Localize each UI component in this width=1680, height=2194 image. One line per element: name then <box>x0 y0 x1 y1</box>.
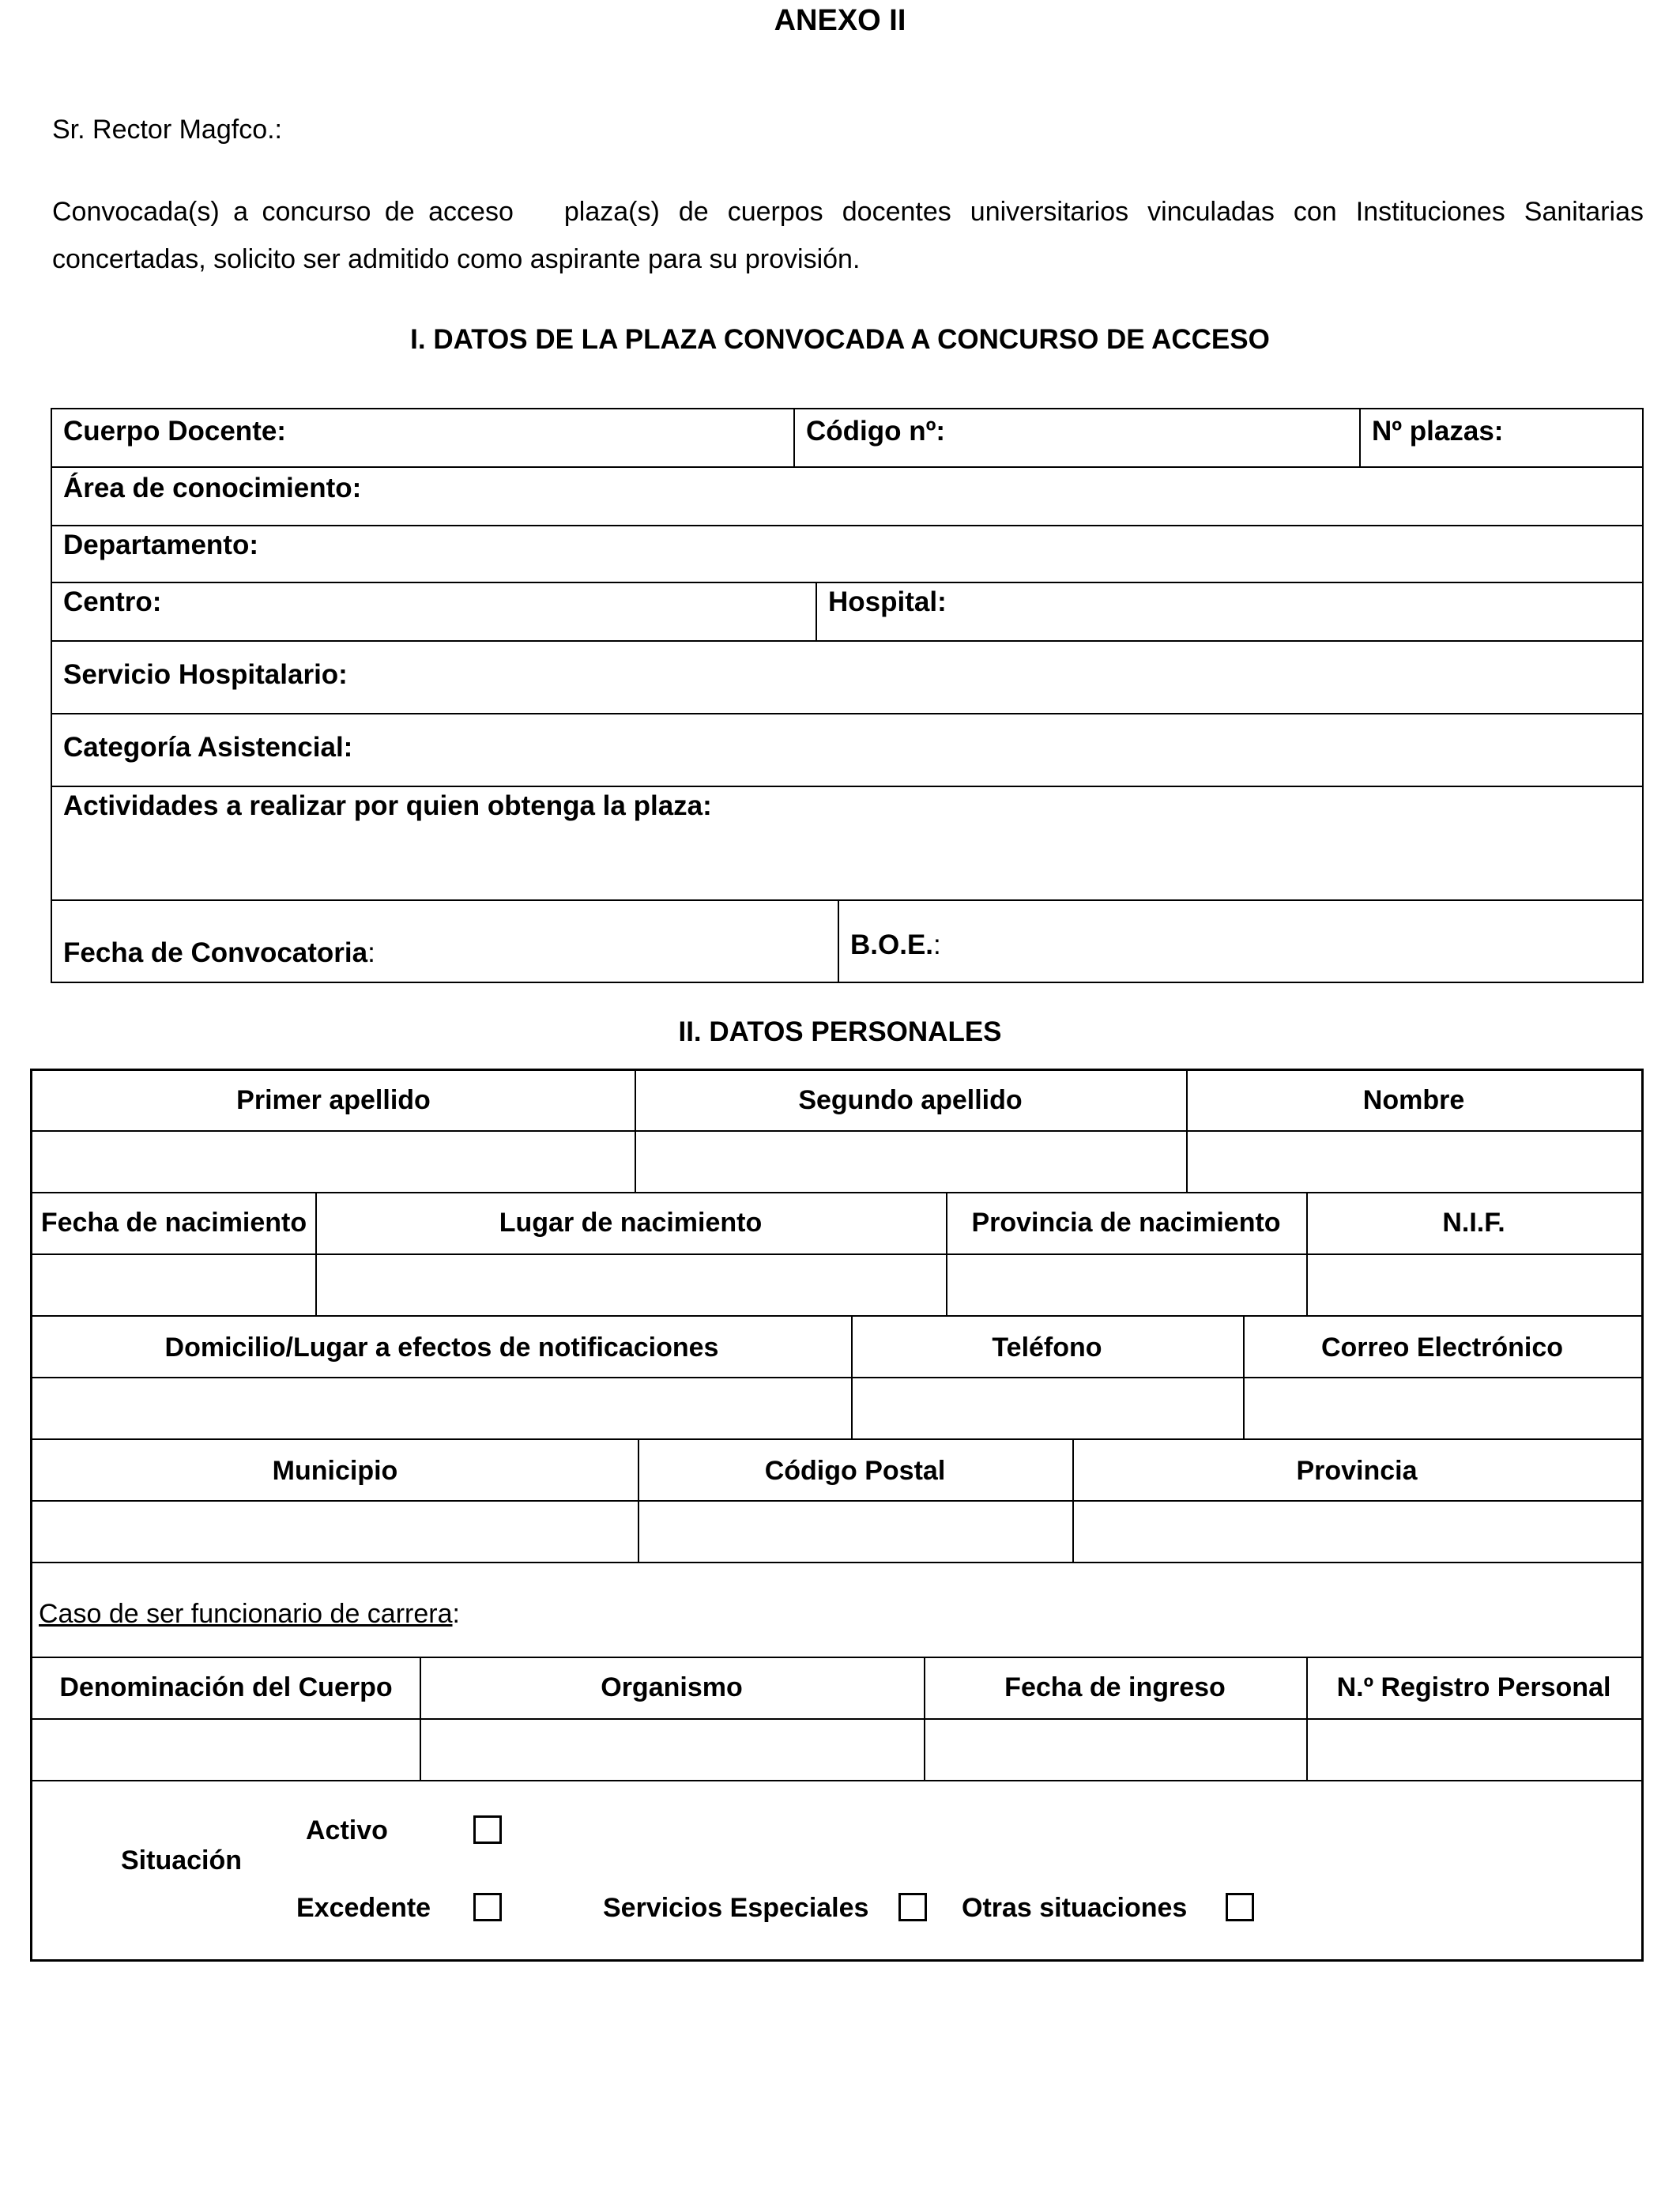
hospital-field[interactable] <box>816 583 1642 640</box>
primer-apellido-input[interactable] <box>32 1132 635 1192</box>
personal-data-table <box>30 1069 1644 1962</box>
fecha-convocatoria-field[interactable] <box>52 901 838 982</box>
categoria-asistencial-label: Categoría Asistencial: <box>63 732 353 763</box>
funcionario-colon: : <box>452 1599 460 1629</box>
nombre-input[interactable] <box>1188 1132 1641 1192</box>
plaza-table <box>51 408 1644 983</box>
boe-text: B.O.E. <box>850 929 934 960</box>
denominacion-cuerpo-header: Denominación del Cuerpo <box>59 1672 393 1702</box>
otras-situaciones-checkbox[interactable] <box>1226 1893 1254 1921</box>
plaza-row-centro <box>52 583 1642 642</box>
cuerpo-docente-label: Cuerpo Docente: <box>63 416 286 447</box>
primer-apellido-header: Primer apellido <box>236 1085 431 1115</box>
categoria-asistencial-field[interactable] <box>52 714 1642 787</box>
servicio-hospitalario-label: Servicio Hospitalario: <box>63 659 348 690</box>
actividades-field[interactable] <box>52 787 1642 901</box>
correo-header: Correo Electrónico <box>1320 1332 1564 1363</box>
fecha-nacimiento-header: Fecha de nacimiento <box>40 1207 307 1238</box>
boe-colon: : <box>933 929 941 960</box>
fecha-convocatoria-text: Fecha de Convocatoria <box>63 937 368 968</box>
servicio-hospitalario-field[interactable] <box>52 642 1642 714</box>
centro-label: Centro: <box>63 586 162 617</box>
organismo-header: Organismo <box>601 1672 743 1702</box>
provincia-header: Provincia <box>1296 1455 1418 1486</box>
page-title: ANEXO II <box>774 4 906 37</box>
correo-input[interactable] <box>1245 1378 1641 1438</box>
section-2-heading: II. DATOS PERSONALES <box>678 1016 1002 1047</box>
situacion-label: Situación <box>121 1845 243 1875</box>
salutation: Sr. Rector Magfco.: <box>52 115 282 145</box>
otras-situaciones-label: Otras situaciones <box>962 1893 1188 1923</box>
municipio-header: Municipio <box>272 1455 398 1486</box>
municipio-input[interactable] <box>32 1502 638 1562</box>
nif-header: N.I.F. <box>1442 1207 1505 1238</box>
fecha-convocatoria-colon: : <box>367 937 375 968</box>
funcionario-text: Caso de ser funcionario de carrera <box>39 1599 453 1629</box>
segundo-apellido-input[interactable] <box>636 1132 1186 1192</box>
boe-field[interactable] <box>838 901 1642 982</box>
nif-input[interactable] <box>1308 1255 1641 1315</box>
servicios-especiales-label: Servicios Especiales <box>603 1893 869 1923</box>
hospital-label: Hospital: <box>828 586 947 617</box>
provincia-nacimiento-input[interactable] <box>947 1255 1306 1315</box>
fecha-convocatoria-label <box>63 937 375 969</box>
excedente-label: Excedente <box>296 1893 431 1923</box>
actividades-label: Actividades a realizar por quien obtenga la plaza: <box>63 790 712 821</box>
domicilio-input[interactable] <box>32 1378 851 1438</box>
intro-line-2: concertadas, solicito ser admitido como aspirante para su provisión. <box>52 244 861 274</box>
codigo-postal-input[interactable] <box>639 1502 1072 1562</box>
boe-label <box>850 929 941 961</box>
registro-personal-header: N.º Registro Personal <box>1336 1672 1611 1702</box>
provincia-input[interactable] <box>1074 1502 1641 1562</box>
denominacion-cuerpo-input[interactable] <box>32 1720 420 1780</box>
num-plazas-label: Nº plazas: <box>1372 416 1504 447</box>
excedente-checkbox[interactable] <box>473 1893 502 1921</box>
plaza-row-cuerpo <box>52 409 1642 468</box>
codigo-label: Código nº: <box>806 416 946 447</box>
divider <box>32 1780 1641 1781</box>
departamento-label: Departamento: <box>63 530 258 560</box>
activo-label: Activo <box>306 1815 388 1845</box>
plaza-row-fecha <box>52 901 1642 982</box>
registro-personal-input[interactable] <box>1308 1720 1641 1780</box>
departamento-field[interactable] <box>52 526 1642 583</box>
divider <box>32 1562 1641 1563</box>
nombre-header: Nombre <box>1362 1085 1465 1115</box>
telefono-header: Teléfono <box>992 1332 1102 1363</box>
intro-line-1-a: Convocada(s) a concurso de acceso <box>52 197 514 227</box>
funcionario-label <box>39 1599 460 1630</box>
centro-field[interactable] <box>52 583 816 640</box>
provincia-nacimiento-header: Provincia de nacimiento <box>971 1207 1281 1238</box>
fecha-nacimiento-input[interactable] <box>32 1255 315 1315</box>
codigo-postal-header: Código Postal <box>764 1455 946 1486</box>
activo-checkbox[interactable] <box>473 1815 502 1844</box>
num-plazas-field[interactable] <box>1359 409 1642 466</box>
intro-line-1 <box>52 188 1644 236</box>
fecha-ingreso-header: Fecha de ingreso <box>1004 1672 1226 1702</box>
fecha-ingreso-input[interactable] <box>925 1720 1306 1780</box>
codigo-field[interactable] <box>793 409 1359 466</box>
lugar-nacimiento-header: Lugar de nacimiento <box>499 1207 763 1238</box>
domicilio-header: Domicilio/Lugar a efectos de notificaciones <box>164 1332 719 1363</box>
intro-line-1-b: plaza(s) de cuerpos docentes universitarios vinculadas con Instituciones Sanitarias <box>563 197 1644 227</box>
segundo-apellido-header: Segundo apellido <box>798 1085 1023 1115</box>
lugar-nacimiento-input[interactable] <box>317 1255 946 1315</box>
cuerpo-docente-field[interactable] <box>52 409 793 466</box>
area-conocimiento-field[interactable] <box>52 468 1642 526</box>
area-conocimiento-label: Área de conocimiento: <box>63 473 362 503</box>
organismo-input[interactable] <box>421 1720 924 1780</box>
section-1-heading: I. DATOS DE LA PLAZA CONVOCADA A CONCURSO DE ACCESO <box>410 324 1270 355</box>
servicios-especiales-checkbox[interactable] <box>898 1893 927 1921</box>
telefono-input[interactable] <box>853 1378 1243 1438</box>
